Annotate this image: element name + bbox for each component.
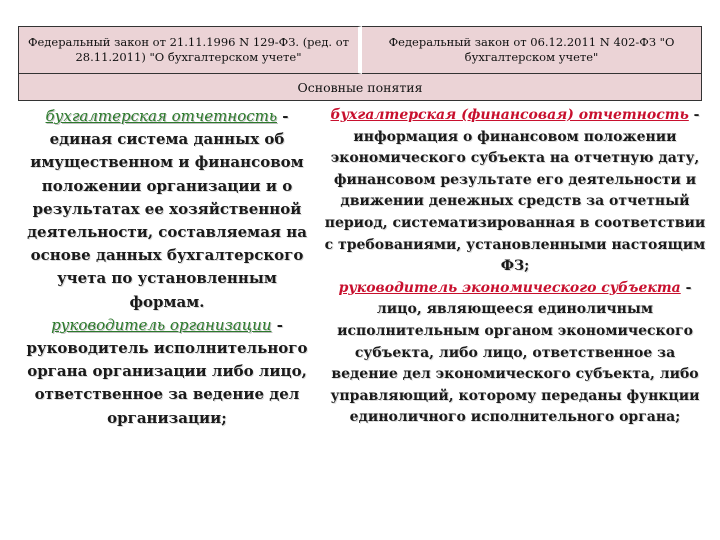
header-row [18, 26, 702, 74]
left-def-head: - руководитель исполнительного органа организации либо лицо, ответственное за ведение дел организации; [26, 315, 308, 427]
right-term-reporting: бухгалтерская (финансовая) отчетность [330, 107, 689, 123]
left-term-head: руководитель организации [51, 315, 272, 334]
right-def-head: - лицо, являющееся единоличным исполнительным органом экономического субъекта, либо лицо, ответственное за ведение дел экономического субъекта, либо управляющий, которому переданы функции единоличного исполнительного органа; [330, 279, 700, 426]
right-column [324, 105, 706, 429]
left-def-reporting: - единая система данных об имущественном и финансовом положении организации и о результатах ее хозяйственной деятельности, составляемая на основе данных бухгалтерского учета по установленным формам. [27, 107, 307, 311]
header-law-402: Федеральный закон от 06.12.2011 N 402-ФЗ "О бухгалтерском учете" [362, 26, 702, 74]
right-def-reporting: - информация о финансовом положении экономического субъекта на отчетную дату, финансовом результате его деятельности и движении денежных средств за отчетный период, систематизированная в соответствии с требованиями, установленными настоящим ФЗ; [324, 107, 706, 275]
left-column [18, 105, 316, 430]
header-law-129: Федеральный закон от 21.11.1996 N 129-ФЗ. (ред. от 28.11.2011) "О бухгалтерском учете" [18, 26, 362, 74]
left-term-reporting: бухгалтерская отчетность [45, 107, 278, 125]
section-title: Основные понятия [18, 74, 702, 101]
right-term-head: руководитель экономического субъекта [338, 279, 681, 296]
